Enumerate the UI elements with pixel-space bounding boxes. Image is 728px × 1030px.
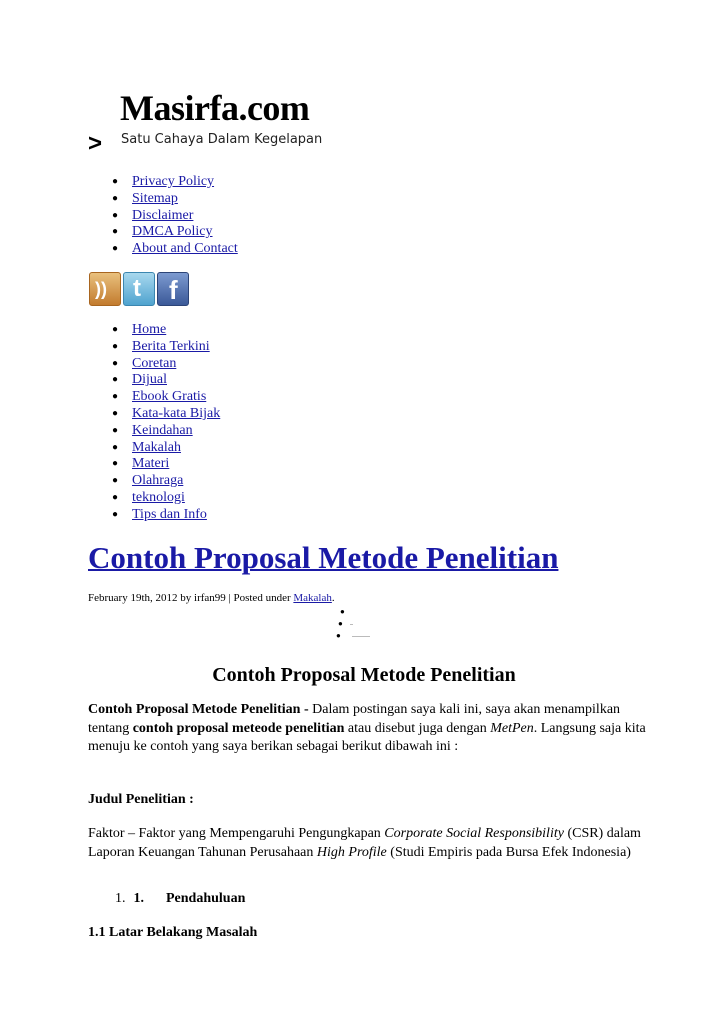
arrow-glyph: > bbox=[88, 130, 103, 157]
list-number: 1. bbox=[115, 891, 126, 906]
nav-item-about-contact bbox=[88, 241, 238, 258]
category-link-olahraga[interactable]: Olahraga bbox=[132, 473, 184, 489]
intro-keyword: contoh proposal meteode penelitian bbox=[132, 720, 345, 736]
category-nav bbox=[88, 322, 220, 524]
category-link-kata-kata-bijak[interactable]: Kata-kata Bijak bbox=[132, 405, 221, 421]
nav-item-dmca-policy bbox=[88, 224, 238, 241]
facebook-icon[interactable]: f bbox=[157, 272, 189, 306]
category-item bbox=[88, 322, 220, 339]
bullet bbox=[340, 606, 390, 618]
bullet bbox=[336, 630, 386, 642]
twitter-icon[interactable]: t bbox=[123, 272, 155, 306]
category-link-materi[interactable]: Materi bbox=[132, 456, 170, 472]
category-link-dijual[interactable]: Dijual bbox=[132, 372, 167, 388]
category-item bbox=[88, 356, 220, 373]
nav-item-disclaimer bbox=[88, 208, 238, 225]
category-link-keindahan[interactable]: Keindahan bbox=[132, 422, 193, 438]
post-meta-text: February 19th, 2012 by irfan99 | Posted under bbox=[88, 592, 294, 604]
category-link-ebook-gratis[interactable]: Ebook Gratis bbox=[132, 389, 207, 405]
site-logo[interactable]: Masirfa.com bbox=[120, 88, 310, 128]
nav-link[interactable]: DMCA Policy bbox=[132, 224, 213, 240]
nav-link[interactable]: Sitemap bbox=[132, 190, 178, 206]
category-item bbox=[88, 490, 220, 507]
category-link-home[interactable]: Home bbox=[132, 322, 167, 337]
section-number: 1. bbox=[133, 891, 144, 906]
category-link-tips-dan-info[interactable]: Tips dan Info bbox=[132, 506, 207, 522]
intro-italic: MetPen bbox=[490, 720, 534, 736]
subsection-heading: 1.1 Latar Belakang Masalah bbox=[88, 925, 258, 940]
social-links bbox=[89, 272, 189, 306]
category-item bbox=[88, 507, 220, 524]
judul-text: (Studi Empiris pada Bursa Efek Indonesia) bbox=[386, 844, 631, 860]
bullet bbox=[338, 618, 388, 630]
category-item bbox=[88, 440, 220, 457]
intro-text: . Langsung saja kita menuju ke contoh yang saya berikan sebagai berikut dibawah ini : bbox=[88, 720, 646, 754]
category-item bbox=[88, 423, 220, 440]
rss-icon[interactable]: )) bbox=[89, 272, 121, 306]
category-item bbox=[88, 339, 220, 356]
judul-paragraph bbox=[88, 825, 648, 862]
pages-nav bbox=[88, 174, 238, 258]
category-link-berita-terkini[interactable]: Berita Terkini bbox=[132, 338, 210, 354]
judul-text: Faktor – Faktor yang Mempengaruhi Pengungkapan bbox=[88, 826, 385, 841]
site-header bbox=[88, 88, 408, 158]
category-link-makalah[interactable]: Makalah bbox=[132, 439, 181, 455]
judul-italic: Corporate Social Responsibility bbox=[384, 826, 564, 841]
category-item bbox=[88, 406, 220, 423]
intro-text: Dalam postingan saya kali ini, saya akan menampilkan tentang bbox=[88, 702, 621, 736]
nav-item-privacy-policy bbox=[88, 174, 238, 191]
post-category-link[interactable]: Makalah bbox=[293, 592, 332, 604]
category-item bbox=[88, 389, 220, 406]
section-heading bbox=[115, 890, 245, 908]
nav-link[interactable]: About and Contact bbox=[132, 241, 238, 257]
category-link-coretan[interactable]: Coretan bbox=[132, 355, 177, 371]
post-title[interactable]: Contoh Proposal Metode Penelitian bbox=[88, 540, 559, 575]
judul-text: (CSR) dalam Laporan Keuangan Tahunan Perusahaan bbox=[88, 826, 641, 860]
content-heading: Contoh Proposal Metode Penelitian bbox=[212, 664, 516, 686]
category-item bbox=[88, 456, 220, 473]
nav-item-sitemap bbox=[88, 191, 238, 208]
post-meta-suffix: . bbox=[331, 592, 335, 604]
post-meta bbox=[88, 592, 335, 605]
nav-link[interactable]: Privacy Policy bbox=[132, 174, 215, 189]
intro-bold: Contoh Proposal Metode Penelitian - bbox=[88, 702, 309, 717]
category-item bbox=[88, 372, 220, 389]
judul-italic: High Profile bbox=[316, 844, 387, 860]
site-tagline: Satu Cahaya Dalam Kegelapan bbox=[121, 132, 323, 147]
share-bullets bbox=[336, 606, 386, 642]
section-title: Pendahuluan bbox=[166, 891, 246, 906]
intro-text: atau disebut juga dengan bbox=[344, 720, 491, 736]
judul-label: Judul Penelitian : bbox=[88, 792, 194, 807]
intro-paragraph bbox=[88, 701, 648, 757]
nav-link[interactable]: Disclaimer bbox=[132, 207, 194, 223]
category-link-teknologi[interactable]: teknologi bbox=[132, 489, 185, 505]
category-item bbox=[88, 473, 220, 490]
